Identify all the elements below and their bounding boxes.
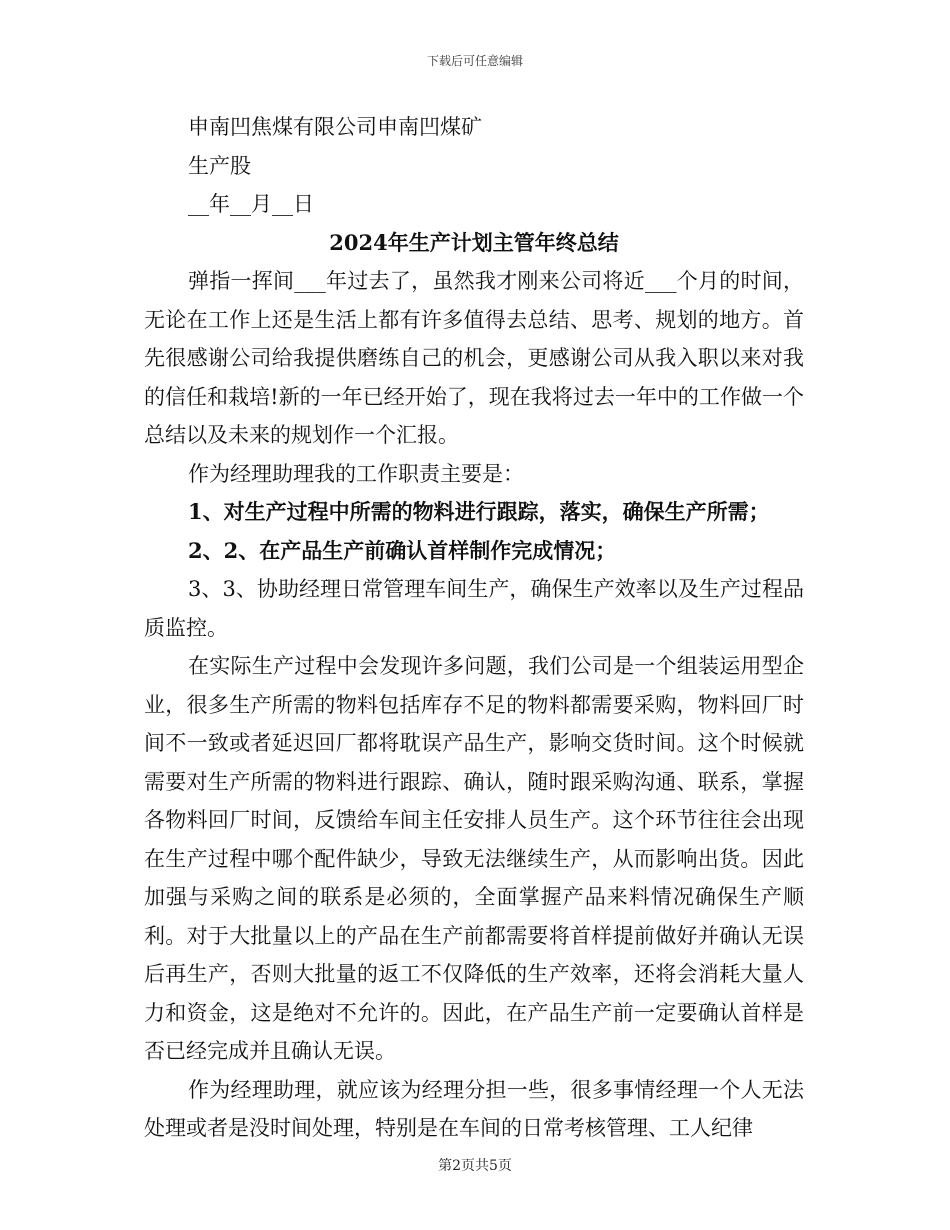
paragraph-intro: 弹指一挥间___年过去了，虽然我才刚来公司将近___个月的时间，无论在工作上还是生活上都有许多值得去总结、思考、规划的地方。首先很感谢公司给我提供磨练自己的机会，更感谢公司从我入职以来对我的信任和栽培!新的一年已经开始了，现在我将过去一年中的工作做一个总结以及未来的规划作一个汇报。 (144, 269, 804, 447)
paragraph-duties-heading: 作为经理助理我的工作职责主要是： (188, 461, 524, 486)
paragraph-assistant-role: 作为经理助理，就应该为经理分担一些，很多事情经理一个人无法处理或者是没时间处理，特别是在车间的日常考核管理、工人纪律 (144, 1077, 804, 1140)
duty-item-2: 2、2、在产品生产前确认首样制作完成情况； (188, 537, 617, 563)
document-title: 2024年生产计划主管年终总结 (329, 229, 619, 255)
date-line: __年__月__日 (188, 192, 314, 216)
department-name: 生产股 (188, 153, 251, 178)
document-body (144, 108, 804, 1148)
company-name: 申南凹焦煤有限公司申南凹煤矿 (188, 115, 482, 139)
header-note: 下载后可任意编辑 (426, 54, 523, 68)
duty-item-1: 1、对生产过程中所需的物料进行跟踪，落实，确保生产所需； (188, 499, 770, 524)
duty-item-3: 3、3、协助经理日常管理车间生产，确保生产效率以及生产过程品质监控。 (144, 577, 804, 640)
page-number: 第2页共5页 (438, 1158, 512, 1174)
paragraph-production-issues: 在实际生产过程中会发现许多问题，我们公司是一个组装运用型企业，很多生产所需的物料包括库存不足的物料都需要采购，物料回厂时间不一致或者延迟回厂都将耽误产品生产，影响交货时间。这个时候就需要对生产所需的物料进行跟踪、确认，随时跟采购沟通、联系，掌握各物料回厂时间，反馈给车间主任安排人员生产。这个环节往往会出现在生产过程中哪个配件缺少，导致无法继续生产，从而影响出货。因此加强与采购之间的联系是必须的，全面掌握产品来料情况确保生产顺利。对于大批量以上的产品在生产前都需要将首样提前做好并确认无误后再生产，否则大批量的返工不仅降低的生产效率，还将会消耗大量人力和资金，这是绝对不允许的。因此，在产品生产前一定要确认首样是否已经完成并且确认无误。 (144, 654, 804, 1063)
